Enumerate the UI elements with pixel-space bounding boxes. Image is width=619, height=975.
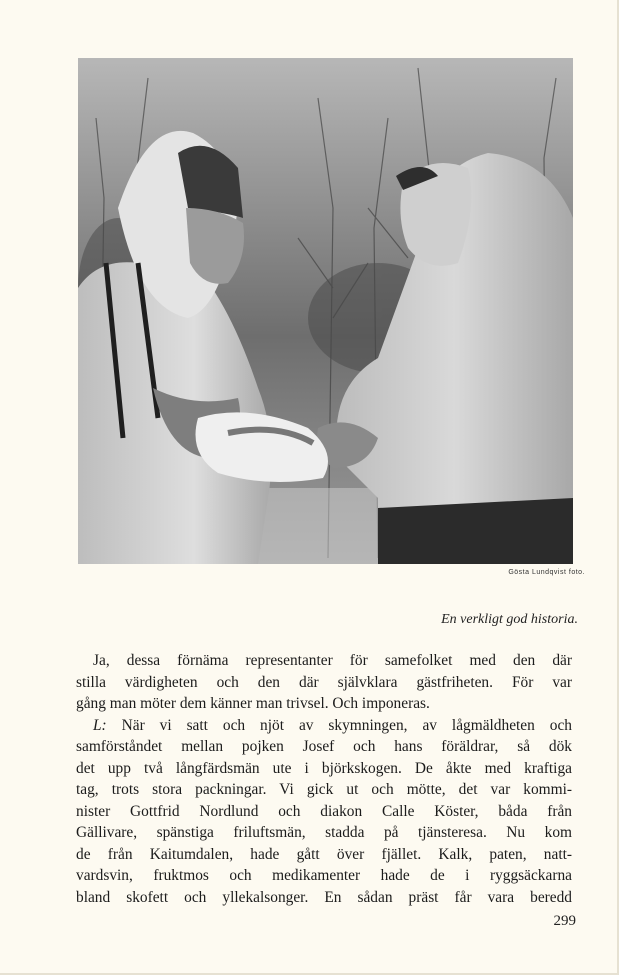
photo-credit: Gösta Lundqvist foto. [508, 569, 585, 576]
text-line: Ja, dessa förnäma representanter för samefolket med den där [93, 652, 572, 669]
text-line: vardsvin, fruktmos och medikamenter hade de i ryggsäckarna [76, 867, 572, 884]
text-line: gång man möter dem känner man trivsel. Och imponeras. [76, 695, 430, 712]
text-line [76, 715, 572, 737]
text-line: de från Kaitumdalen, hade gått över fjället. Kalk, paten, natt- [76, 845, 572, 863]
text-line: bland skofett och yllekalsonger. En sådan präst får vara beredd [76, 888, 572, 906]
text-line: tag, trots stora packningar. Vi gick ut och mötte, det var kommi- [76, 781, 572, 798]
body-text [76, 650, 572, 908]
photo-caption: En verkligt god historia. [441, 612, 578, 627]
text-line: stilla värdigheten och den där självklara gästfriheten. För var [76, 673, 572, 691]
text-line: det upp två långfärdsmän ute i björkskogen. De åkte med kraftiga [76, 759, 572, 777]
photograph-two-men-laughing [78, 58, 573, 564]
speaker-label: L: [93, 716, 107, 734]
text-line: Gällivare, spänstiga friluftsmän, stadda på tjänsteresa. Nu kom [76, 824, 572, 841]
text-line: samförståndet mellan pojken Josef och hans föräldrar, så dök [76, 738, 572, 755]
page-number: 299 [553, 913, 576, 929]
text-line-rest: När vi satt och njöt av skymningen, av lågmäldheten och [106, 716, 572, 734]
photo-illustration [78, 58, 573, 564]
text-line: nister Gottfrid Nordlund och diakon Calle Köster, båda från [76, 802, 572, 820]
